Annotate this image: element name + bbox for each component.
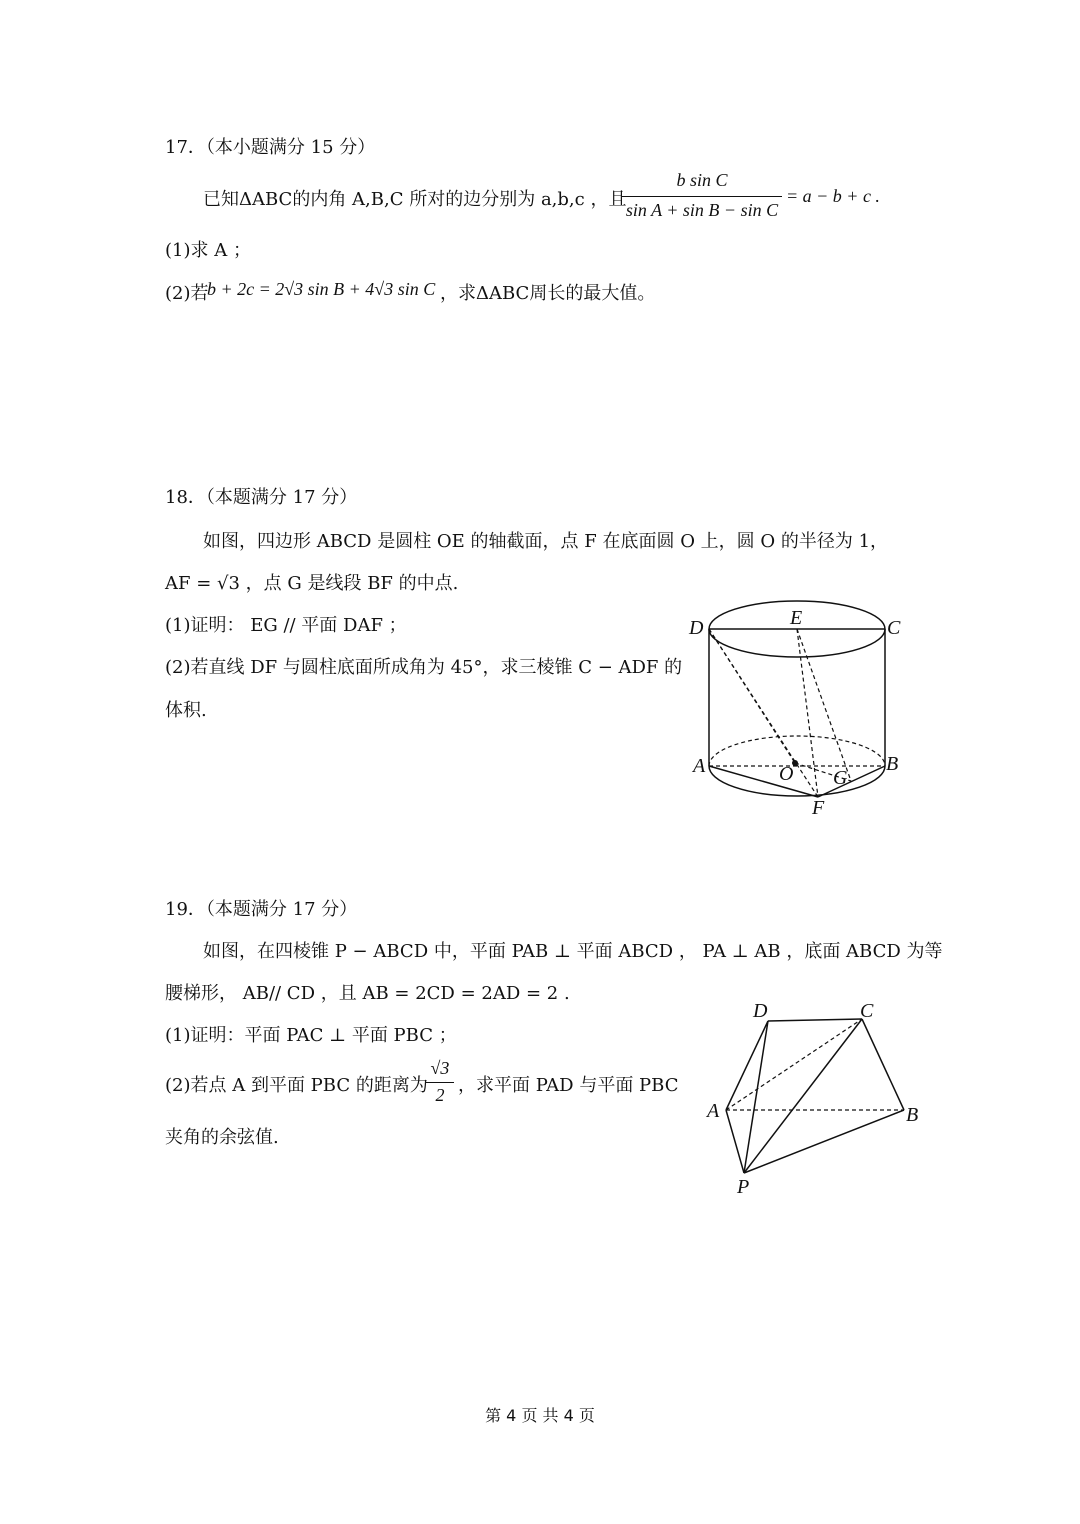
- label-G: G: [833, 767, 848, 789]
- label-D: D: [753, 1000, 768, 1022]
- label-C: C: [860, 1000, 874, 1022]
- q19-header: 19．（本题满分 17 分）: [165, 899, 358, 920]
- q18-header: 18．（本题满分 17 分）: [165, 487, 358, 508]
- label-C: C: [887, 617, 901, 639]
- q19-fraction-bar: [426, 1082, 454, 1083]
- q18-cylinder-figure: [685, 600, 915, 825]
- q18-part1: (1)证明： EG // 平面 DAF ；: [165, 615, 407, 636]
- q17-fraction-numerator: b sin C: [676, 170, 728, 190]
- q17-fraction: [622, 170, 782, 226]
- q17-part2-prefix: (2)若: [165, 283, 209, 304]
- q18-stem-line2: AF = √3 ，点 G 是线段 BF 的中点.: [165, 573, 459, 594]
- page-footer: 第 4 页 共 4 页: [485, 1406, 595, 1425]
- label-D: D: [689, 617, 704, 639]
- q18-part2-line1: (2)若直线 DF 与圆柱底面所成角为 45°，求三棱锥 C − ADF 的: [165, 657, 683, 678]
- q19-stem-line1: 如图，在四棱锥 P − ABCD 中，平面 PAB ⊥ 平面 ABCD ， PA ⊥ AB ，底面 ABCD 为等: [203, 941, 943, 962]
- label-B: B: [906, 1104, 919, 1126]
- q17-part2-suffix: ，求ΔABC周长的最大值。: [440, 283, 656, 304]
- label-A: A: [707, 1100, 720, 1122]
- label-B: B: [886, 753, 899, 775]
- label-E: E: [790, 607, 803, 629]
- label-F: F: [812, 797, 825, 819]
- q19-part2-suffix: ，求平面 PAD 与平面 PBC: [458, 1075, 679, 1096]
- q19-part2-prefix: (2)若点 A 到平面 PBC 的距离为: [165, 1075, 428, 1096]
- q18-stem-line1: 如图，四边形 ABCD 是圆柱 OE 的轴截面，点 F 在底面圆 O 上，圆 O 的半径为 1，: [203, 531, 889, 552]
- q17-stem-prefix: 已知ΔABC的内角 A,B,C 所对的边分别为 a,b,c ，且: [203, 189, 627, 210]
- q17-fraction-denominator: sin A + sin B − sin C: [625, 200, 779, 220]
- q17-part2-formula: b + 2c = 2√3 sin B + 4√3 sin C: [207, 279, 436, 299]
- q19-fraction: [426, 1058, 454, 1108]
- q19-stem-line2: 腰梯形， AB// CD ，且 AB = 2CD = 2AD = 2 .: [165, 983, 570, 1004]
- q19-fraction-denominator: 2: [435, 1085, 445, 1105]
- label-O: O: [779, 763, 794, 785]
- q18-part2-line2: 体积.: [165, 700, 207, 721]
- q17-stem-suffix: = a − b + c .: [786, 186, 880, 206]
- q17-part1: (1)求 A ；: [165, 240, 251, 261]
- q19-pyramid-figure: [700, 995, 930, 1200]
- label-A: A: [693, 755, 706, 777]
- q17-header: 17．（本小题满分 15 分）: [165, 137, 376, 158]
- q19-part1: (1)证明：平面 PAC ⊥ 平面 PBC ；: [165, 1025, 457, 1046]
- q17-fraction-bar: [622, 196, 782, 197]
- label-P: P: [737, 1176, 750, 1198]
- q19-fraction-numerator: √3: [430, 1058, 450, 1078]
- q19-part2-line2: 夹角的余弦值.: [165, 1127, 279, 1148]
